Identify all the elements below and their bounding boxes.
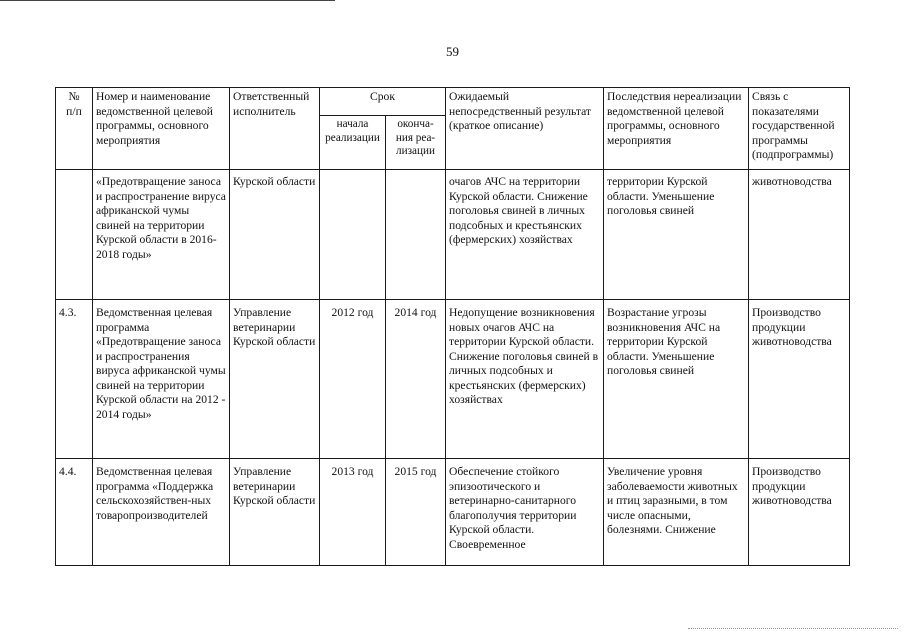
row-num	[56, 170, 93, 300]
row-name: Ведомственная целевая программа «Предотвращение заноса и распространения вируса африканской чумы свиней на территории Курской области на 2012 - 2014 годы»	[93, 300, 230, 459]
header-consequences: Последствия нереализации ведомственной целевой программы, основного мероприятия	[604, 88, 749, 170]
row-consequences: Увеличение уровня заболеваемости животных и птиц заразными, в том числе опасными, болезнями. Снижение	[604, 459, 749, 566]
row-link: Производство продукции животноводства	[749, 459, 850, 566]
header-name: Номер и наименование ведомственной целевой программы, основного мероприятия	[93, 88, 230, 170]
row-name: «Предотвращение заноса и распространение вируса африканской чумы свиней на территории Курской области в 2016-2018 годы»	[93, 170, 230, 300]
header-term: Срок	[320, 88, 446, 116]
header-term-start: начала реализации	[320, 116, 386, 170]
row-expected: очагов АЧС на территории Курской области. Снижение поголовья свиней в личных подсобных и крестьянских (фермерских) хозяйствах	[446, 170, 604, 300]
table-row	[56, 459, 850, 566]
table-row	[56, 170, 850, 300]
row-num: 4.3.	[56, 300, 93, 459]
header-row	[56, 88, 850, 116]
row-end	[386, 170, 446, 300]
row-executor: Управление ветеринарии Курской области	[230, 459, 320, 566]
scan-artifact	[688, 628, 898, 633]
row-consequences: территории Курской области. Уменьшение поголовья свиней	[604, 170, 749, 300]
row-executor: Управление ветеринарии Курской области	[230, 300, 320, 459]
row-end: 2014 год	[386, 300, 446, 459]
top-rule	[0, 0, 335, 1]
row-num: 4.4.	[56, 459, 93, 566]
header-link: Связь с показателями государственной программы (подпрограммы)	[749, 88, 850, 170]
header-term-end: оконча- ния реа- лизации	[386, 116, 446, 170]
row-end: 2015 год	[386, 459, 446, 566]
row-expected: Недопущение возникновения новых очагов АЧС на территории Курской области. Снижение поголовья свиней в личных подсобных и крестьянских (фермерских) хозяйствах	[446, 300, 604, 459]
row-link: животноводства	[749, 170, 850, 300]
row-link: Производство продукции животноводства	[749, 300, 850, 459]
header-expected: Ожидаемый непосредственный результат (краткое описание)	[446, 88, 604, 170]
row-name: Ведомственная целевая программа «Поддержка сельскохозяйствен-ных товаропроизводителей	[93, 459, 230, 566]
row-expected: Обеспечение стойкого эпизоотического и ветеринарно-санитарного благополучия территории Курской области. Своевременное	[446, 459, 604, 566]
row-start: 2012 год	[320, 300, 386, 459]
table-row	[56, 300, 850, 459]
page-number: 59	[446, 44, 459, 59]
row-start	[320, 170, 386, 300]
program-table	[55, 87, 850, 566]
header-executor: Ответственный исполнитель	[230, 88, 320, 170]
row-start: 2013 год	[320, 459, 386, 566]
row-consequences: Возрастание угрозы возникновения АЧС на территории Курской области. Уменьшение поголовья свиней	[604, 300, 749, 459]
header-num: № п/п	[56, 88, 93, 170]
row-executor: Курской области	[230, 170, 320, 300]
